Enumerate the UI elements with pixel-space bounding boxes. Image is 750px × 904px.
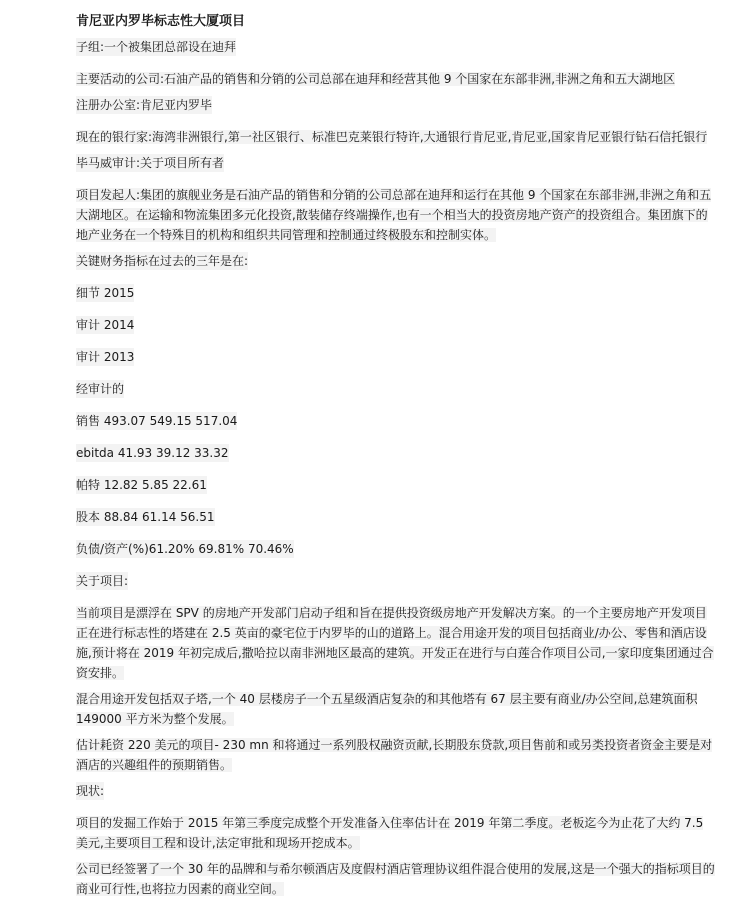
paragraph-mixed-use [76, 688, 716, 728]
paragraph-text: 注册办公室:肯尼亚内罗毕 [76, 98, 213, 112]
paragraph-hilton-agreement [76, 858, 716, 898]
financial-line-text: ebitda 41.93 39.12 33.32 [76, 446, 229, 460]
section-heading-status [76, 780, 716, 805]
document [76, 12, 716, 904]
paragraph-text: 项目的发掘工作始于 2015 年第三季度完成整个开发准备入住率估计在 2019 年第二季度。老板迄今为止花了大约 7.5 美元,主要项目工程和设计,法定审批和现场开挖成本。 [76, 816, 704, 850]
financial-line [76, 378, 716, 403]
financial-line [76, 442, 716, 467]
paragraph-subgroup [76, 36, 716, 61]
financial-line-text: 销售 493.07 549.15 517.04 [76, 414, 238, 428]
paragraph-text: 当前项目是漂浮在 SPV 的房地产开发部门启动子组和旨在提供投资级房地产开发解决方案。的一个主要房地产开发项目正在进行标志性的塔建在 2.5 英亩的豪宅位于内罗毕的山的道路上。混合用途开发的项目包括商业/办公、零售和酒店设施,预计将在 2019 年初完成后,撒哈拉以南非洲地区最高的建筑。开发正在进行与白莲合作项目公司,一家印度集团通过合资安排。 [76, 606, 714, 680]
financial-line [76, 506, 716, 531]
financial-line-text: 股本 88.84 61.14 56.51 [76, 510, 215, 524]
paragraph-current-project [76, 602, 716, 682]
paragraph-text: 现在的银行家:海湾非洲银行,第一社区银行、标准巴克莱银行特许,大通银行肯尼亚,肯尼亚,国家肯尼亚银行钻石信托银行 [76, 130, 708, 144]
paragraph-text: 公司已经签署了一个 30 年的品牌和与希尔顿酒店及度假村酒店管理协议组件混合使用的发展,这是一个强大的指标项目的商业可行性,也将拉力因素的商业空间。 [76, 862, 715, 896]
financial-line-text: 负债/资产(%)61.20% 69.81% 70.46% [76, 542, 294, 556]
paragraph-key-financials [76, 250, 716, 275]
financial-line [76, 474, 716, 499]
paragraph-auditor [76, 152, 716, 177]
financial-line-text: 细节 2015 [76, 286, 135, 300]
financial-line [76, 314, 716, 339]
paragraph-text: 估计耗资 220 美元的项目- 230 mn 和将通过一系列股权融资贡献,长期股东贷款,项目售前和或另类投资者资金主要是对酒店的兴趣组件的预期销售。 [76, 738, 713, 772]
paragraph-text: 毕马威审计:关于项目所有者 [76, 156, 225, 170]
paragraph-text: 子组:一个被集团总部设在迪拜 [76, 40, 237, 54]
paragraph-text: 主要活动的公司:石油产品的销售和分销的公司总部在迪拜和经营其他 9 个国家在东部非洲,非洲之角和五大湖地区 [76, 72, 676, 86]
paragraph-registered-office [76, 94, 716, 119]
paragraph-sponsor [76, 184, 716, 244]
paragraph-excavation [76, 812, 716, 852]
paragraph-text: 关于项目: [76, 574, 129, 588]
financial-line [76, 410, 716, 435]
paragraph-text: 现状: [76, 784, 105, 798]
section-heading-about-project [76, 570, 716, 595]
financial-line-text: 审计 2013 [76, 350, 135, 364]
paragraph-main-activity [76, 68, 716, 88]
paragraph-bankers [76, 126, 716, 146]
paragraph-estimated-cost [76, 734, 716, 774]
financial-line [76, 282, 716, 307]
financial-line [76, 346, 716, 371]
document-title: 肯尼亚内罗毕标志性大厦项目 [76, 14, 246, 29]
financial-line [76, 538, 716, 563]
financial-line-text: 经审计的 [76, 382, 125, 396]
paragraph-text: 混合用途开发包括双子塔,一个 40 层楼房子一个五星级酒店复杂的和其他塔有 67 层主要有商业/办公空间,总建筑面积 149000 平方米为整个发展。 [76, 692, 698, 726]
paragraph-text: 项目发起人:集团的旗舰业务是石油产品的销售和分销的公司总部在迪拜和运行在其他 9 个国家在东部非洲,非洲之角和五大湖地区。在运输和物流集团多元化投资,散装储存终端操作,也有一个相当大的投资房地产资产的投资组合。集团旗下的地产业务在一个特殊目的机构和组织共同管理和控制通过终极股东和控制实体。 [76, 188, 712, 242]
financial-line-text: 审计 2014 [76, 318, 135, 332]
financial-line-text: 帕特 12.82 5.85 22.61 [76, 478, 207, 492]
paragraph-text: 关键财务指标在过去的三年是在: [76, 254, 249, 268]
